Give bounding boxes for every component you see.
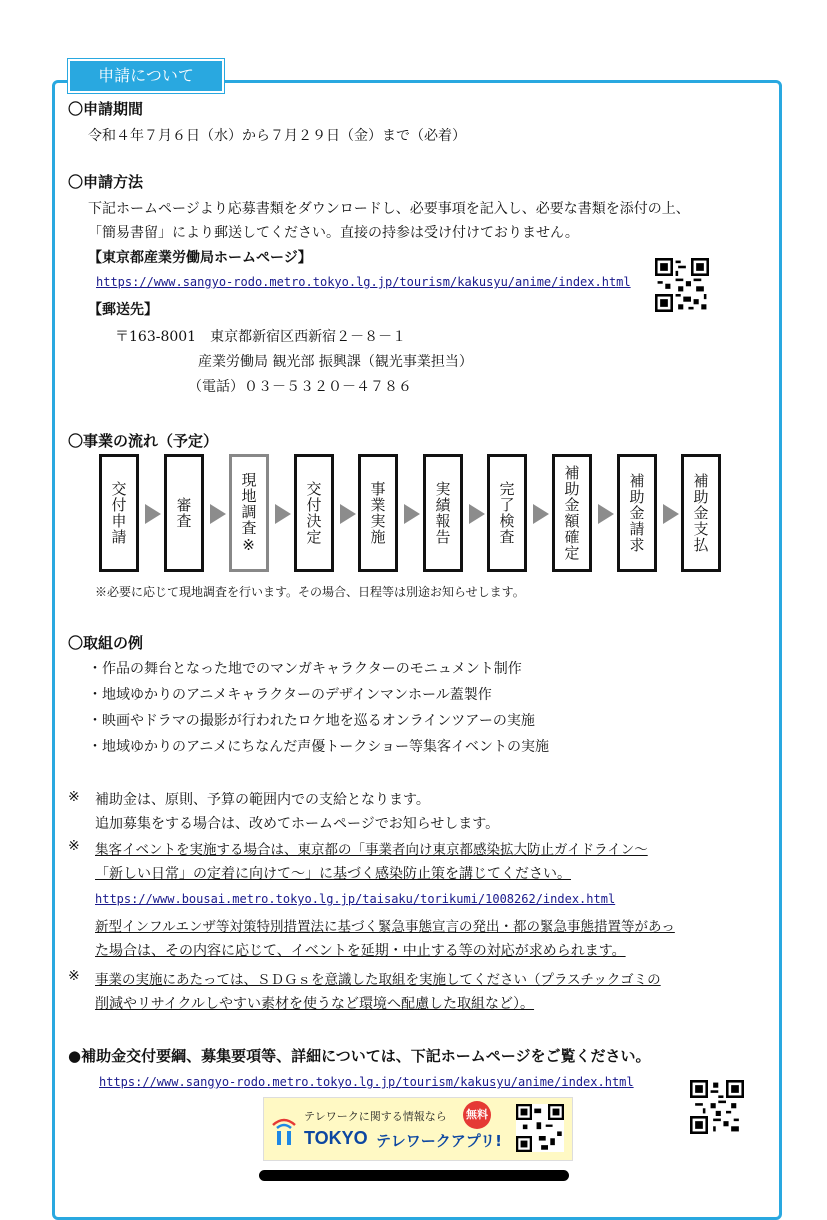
flow-arrow-icon xyxy=(340,504,356,524)
qr-code-icon xyxy=(516,1104,564,1152)
flow-step-5: 事業実施 xyxy=(358,454,398,572)
flow-arrow-icon xyxy=(404,504,420,524)
telework-logo-icon xyxy=(270,1116,298,1146)
period-text: 令和４年７月６日（水）から７月２９日（金）まで（必着） xyxy=(88,128,466,144)
period-heading: 〇申請期間 xyxy=(68,100,144,118)
flow-step-3: 現地調査※ xyxy=(229,454,269,572)
flow-step-1: 交付申請 xyxy=(99,454,139,572)
mail-address1: 〒163-8001 東京都新宿区西新宿２－８－１ xyxy=(115,329,407,345)
flow-arrow-icon xyxy=(533,504,549,524)
guideline-link[interactable]: https://www.bousai.metro.tokyo.lg.jp/taisaku/torikumi/1008262/index.html xyxy=(95,892,616,906)
free-badge: 無料 xyxy=(463,1101,491,1129)
note-mark: ※ xyxy=(68,838,80,854)
note-mark: ※ xyxy=(68,789,80,805)
flow-step-8: 補助金額確定 xyxy=(552,454,592,572)
mail-address2: 産業労働局 観光部 振興課（観光事業担当） xyxy=(198,354,473,370)
flow-heading: 〇事業の流れ（予定） xyxy=(68,432,219,450)
note2-line3: 新型インフルエンザ等対策特別措置法に基づく緊急事態宣言の発出・都の緊急事態措置等があっ xyxy=(95,919,675,935)
example-item: ・地域ゆかりのアニメにちなんだ声優トークショー等集客イベントの実施 xyxy=(88,739,550,755)
note1-line1: 補助金は、原則、予算の範囲内での支給となります。 xyxy=(95,792,430,808)
flow-step-9: 補助金請求 xyxy=(617,454,657,572)
home-indicator[interactable] xyxy=(259,1170,569,1181)
footer-heading: ●補助金交付要綱、募集要項等、詳細については、下記ホームページをご覧ください。 xyxy=(68,1047,651,1065)
note3-line1: 事業の実施にあたっては、ＳＤＧｓを意識した取組を実施してください（プラスチックゴミの xyxy=(95,972,661,988)
flow-arrow-icon xyxy=(145,504,161,524)
banner-tagline: テレワークに関する情報なら xyxy=(304,1110,447,1123)
example-item: ・映画やドラマの撮影が行われたロケ地を巡るオンラインツアーの実施 xyxy=(88,713,535,729)
qr-code-icon xyxy=(655,258,709,312)
flow-arrow-icon xyxy=(598,504,614,524)
note-mark: ※ xyxy=(68,968,80,984)
section-tab: 申請について xyxy=(68,59,224,93)
flow-step-10: 補助金支払 xyxy=(681,454,721,572)
flow-step-2: 審査 xyxy=(164,454,204,572)
note1-line2: 追加募集をする場合は、改めてホームページでお知らせします。 xyxy=(95,816,500,832)
example-item: ・地域ゆかりのアニメキャラクターのデザインマンホール蓋製作 xyxy=(88,687,492,703)
method-heading: 〇申請方法 xyxy=(68,173,144,191)
example-item: ・作品の舞台となった地でのマンガキャラクターのモニュメント制作 xyxy=(88,661,522,677)
flow-step-7: 完了検査 xyxy=(487,454,527,572)
flow-arrow-icon xyxy=(210,504,226,524)
banner-app-name: テレワークアプリ! xyxy=(376,1132,502,1150)
flow-arrow-icon xyxy=(275,504,291,524)
flow-step-6: 実績報告 xyxy=(423,454,463,572)
note2-line2: 「新しい日常」の定着に向けて～」に基づく感染防止策を講じてください。 xyxy=(95,866,571,882)
homepage-link[interactable]: https://www.sangyo-rodo.metro.tokyo.lg.jp/tourism/kakusyu/anime/index.html xyxy=(96,275,631,289)
note2-line1: 集客イベントを実施する場合は、東京都の「事業者向け東京都感染拡大防止ガイドライン～ xyxy=(95,842,648,858)
footer-link[interactable]: https://www.sangyo-rodo.metro.tokyo.lg.jp/tourism/kakusyu/anime/index.html xyxy=(99,1075,634,1089)
flow-step-4: 交付決定 xyxy=(294,454,334,572)
telework-app-banner[interactable] xyxy=(263,1097,573,1161)
flow-arrow-icon xyxy=(469,504,485,524)
examples-heading: 〇取組の例 xyxy=(68,634,144,652)
mail-label: 【郵送先】 xyxy=(88,302,158,318)
homepage-label: 【東京都産業労働局ホームページ】 xyxy=(88,250,312,266)
flow-note: ※必要に応じて現地調査を行います。その場合、日程等は別途お知らせします。 xyxy=(95,585,525,599)
method-line2: 「簡易書留」により郵送してください。直接の持参は受け付けておりません。 xyxy=(88,225,579,241)
note2-line4: た場合は、その内容に応じて、イベントを延期・中止する等の対応が求められます。 xyxy=(95,943,626,959)
qr-code-icon xyxy=(690,1080,744,1134)
note3-line2: 削減やリサイクルしやすい素材を使うなど環境へ配慮した取組など）。 xyxy=(95,996,535,1012)
banner-brand: TOKYO xyxy=(304,1128,368,1148)
flow-arrow-icon xyxy=(663,504,679,524)
mail-phone: （電話）０３－５３２０－４７８６ xyxy=(188,379,412,395)
method-line1: 下記ホームページより応募書類をダウンロードし、必要事項を記入し、必要な書類を添付の上、 xyxy=(88,201,690,217)
